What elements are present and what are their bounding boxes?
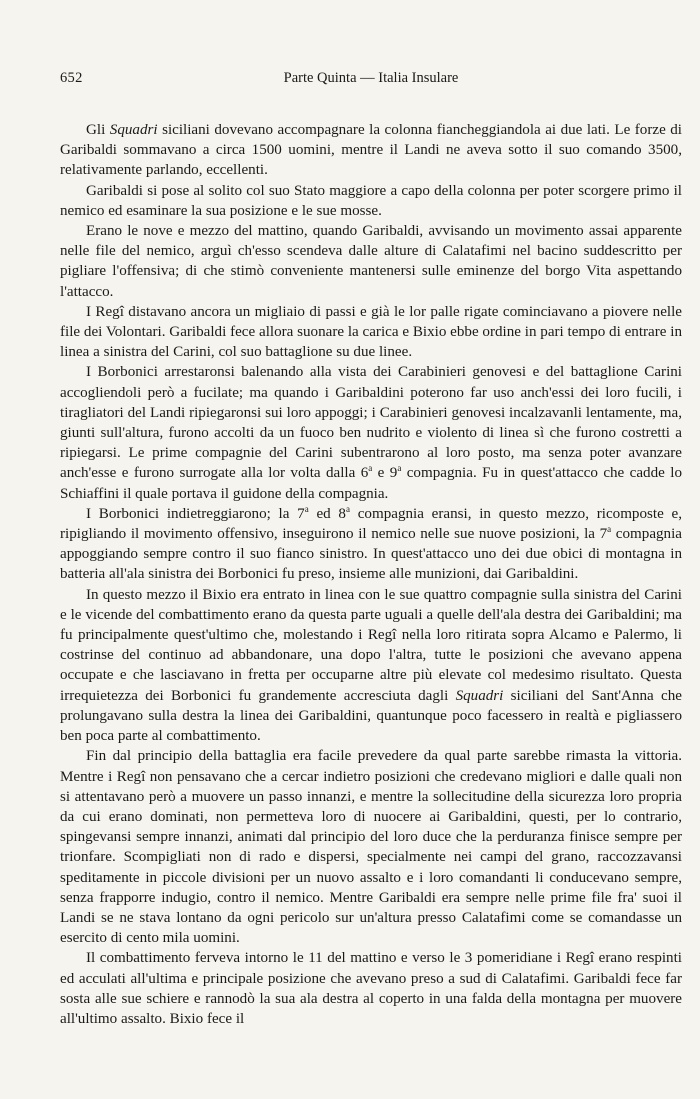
text-run: I Borbonici arrestaronsi balenando alla vista dei Carabinieri genovesi e del battaglione Carini accogliendoli però a fucilate; ma quando i Garibaldini poterono far uso anch'essi dei loro fucili, i tiragliatori del Landi ripiegaronsi sui loro appoggi; i Carabinieri genovesi incalzavanli lentamente, ma, giunti sull'altura, furono accolti da un fuoco ben nudrito e violento di linea sì che furono costretti a ripiegarsi. Le prime compagnie del Carini subentrarono al loro posto, ma senza poter avanzare anch'esse e furono surrogate alla lor volta dalla 6 [60, 364, 682, 482]
italic-term: Squadri [109, 122, 158, 138]
paragraph [60, 302, 682, 363]
ordinal-superscript: a [607, 524, 612, 535]
text-run: I Borbonici indietreggiarono; la 7 [86, 505, 305, 522]
paragraph [60, 120, 682, 181]
text-run: Erano le nove e mezzo del mattino, quando Garibaldi, avvisando un movimento assai apparente nelle file del nemico, arguì ch'esso scendeva dalle alture di Calatafimi nel bacino suddescritto per pigliare l'offensiva; di che stimò conveniente mantenersi sulle eminenze del borgo Vita aspettando l'attacco. [60, 223, 682, 300]
text-run: compagnia eransi, in questo mezzo, ricomposte e, ripigliando il movimento offensivo, inseguirono il nemico nelle sue nuove posizioni, la 7 [60, 505, 682, 543]
text-run: siciliani del Sant'Anna che prolungavano sulla destra la linea dei Garibaldini, quantunque poco facessero in realtà e pigliassero ben poca parte al combattimento. [60, 687, 682, 745]
page-header [60, 70, 682, 92]
text-run: Gli [86, 122, 110, 138]
text-run: e 9 [372, 465, 398, 482]
paragraph [60, 181, 682, 221]
ordinal-superscript: a [397, 463, 402, 474]
text-run: Il combattimento ferveva intorno le 11 del mattino e verso le 3 pomeridiane i Regî erano respinti ed acculati all'ultima e principale posizione che avevano preso a sud di Calatafimi. Garibaldi fece far sosta alle sue schiere e rannodò la sua ala destra al coperto in una falda della montagna per muovere all'ultimo assalto. Bixio fece il [60, 950, 682, 1027]
text-run: I Regî distavano ancora un migliaio di passi e già le lor palle rigate cominciavano a piovere nelle file dei Volontari. Garibaldi fece allora suonare la carica e Bixio ebbe ordine in pari tempo di entrare in linea a sinistra del Carini, col suo battaglione su due linee. [60, 303, 682, 361]
paragraph [60, 948, 682, 1029]
italic-term: Squadri [455, 687, 504, 704]
ordinal-superscript: a [368, 463, 373, 474]
text-run: compagnia. Fu in quest'attacco che cadde lo Schiaffini il quale portava il guidone della compagnia. [60, 465, 682, 502]
paragraph [60, 221, 682, 302]
paragraph [60, 746, 682, 948]
page-number: 652 [60, 70, 83, 86]
text-run: Fin dal principio della battaglia era facile prevedere da qual parte sarebbe rimasta la vittoria. Mentre i Regî non pensavano che a cercar indietro posizioni che credevano migliori e dalle quali non si attentavano però a muovere un passo innanzi, e mentre la sollecitudine della sicurezza loro propria da cui erano dominati, non permetteva loro di nuocere ai Garibaldini, questi, per lo contrario, spingevansi sempre innanzi, animati dal principio del loro duce che la perduranza finisce sempre per trionfare. Scompigliati non di rado e dispersi, specialmente nei campi del grano, raccozzavansi speditamente in piccole divisioni per un nuovo assalto e i loro comandanti li conducevano sempre, senza frapporre indugio, contro il nemico. Mentre Garibaldi era sempre nelle prime file fra' suoi il Landi se ne stava lontano da ogni pericolo sur un'altura presso Calatafimi come se comandasse un esercito di cento mila uomini. [60, 748, 682, 947]
text-run: Garibaldi si pose al solito col suo Stato maggiore a capo della colonna per poter scorgere primo il nemico ed esaminare la sua posizione e le sue mosse. [60, 182, 682, 219]
body-text [60, 120, 682, 1029]
ordinal-superscript: a [304, 503, 309, 514]
paragraph [60, 585, 682, 747]
ordinal-superscript: a [345, 503, 350, 514]
text-run: siciliani dovevano accompagnare la colonna fiancheggiandola ai due lati. Le forze di Garibaldi sommavano a circa 1500 uomini, mentre il Landi ne aveva sotto il suo comando 3500, relativamente parlando, eccellenti. [60, 122, 683, 179]
paragraph [60, 504, 682, 585]
paragraph [60, 362, 682, 503]
text-run: ed 8 [308, 505, 346, 522]
text-run: compagnia appoggiando sempre contro il suo fianco sinistro. In quest'attacco uno dei due obici di montagna in batteria all'ala sinistra dei Borbonici fu preso, insieme alle munizioni, dai Garibaldini. [60, 526, 683, 583]
text-run: In questo mezzo il Bixio era entrato in linea con le sue quattro compagnie sulla sinistra del Carini e le vicende del combattimento erano da questa parte uguali a quelle dell'ala destra dei Garibaldini; ma fu principalmente quest'ultimo che, molestando i Regî nella loro ritirata sopra Alcamo e Palermo, li costrinse del continuo ad abbandonare, una dopo l'altra, tutte le posizioni che avevano appena occupate e che lasciavano in fretta per occuparne altre più elevate col medesimo risultato. Questa irrequietezza dei Borbonici fu grandemente accresciuta dagli [60, 586, 682, 704]
running-title: Parte Quinta — Italia Insulare [283, 70, 459, 86]
